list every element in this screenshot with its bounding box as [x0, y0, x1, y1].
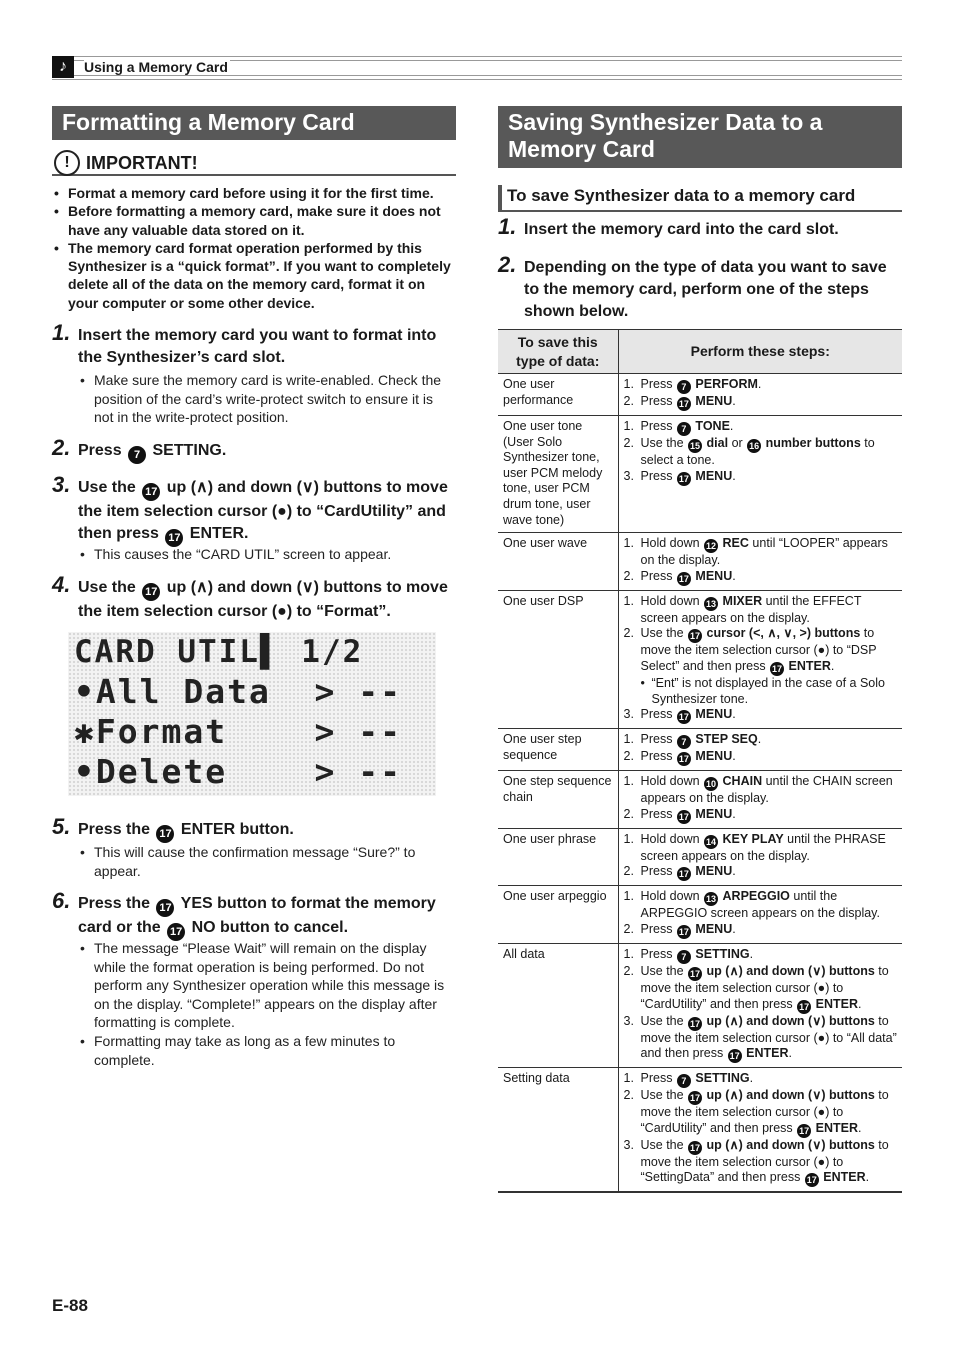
- step-text: .: [732, 749, 736, 764]
- step-item: [624, 1088, 898, 1138]
- step-text: Press: [640, 1071, 676, 1086]
- step-item: [624, 1014, 898, 1064]
- button-name: TONE: [695, 419, 730, 433]
- step-text: to move the item selection cursor (●) to “SettingData” and then press: [640, 1137, 889, 1185]
- section-title-formatting: Formatting a Memory Card: [52, 106, 456, 140]
- steps-cell: [618, 886, 902, 944]
- step-number: 2.: [623, 749, 634, 764]
- step-number: 3.: [52, 472, 71, 497]
- button-name: MENU: [695, 394, 733, 408]
- step-text: .: [830, 658, 835, 673]
- data-type-cell: One user arpeggio: [498, 886, 618, 944]
- step-text: Press: [640, 864, 676, 879]
- step-text: .: [757, 377, 762, 391]
- step-2: [52, 435, 458, 464]
- step-text: .: [729, 419, 734, 433]
- step-text: to move the item selection cursor (●) to “All data” and then press: [640, 1013, 897, 1061]
- table-row: [498, 590, 902, 728]
- data-type-cell: One step sequence chain: [498, 771, 618, 829]
- step-text: Press the: [78, 895, 155, 912]
- steps-cell: [618, 590, 902, 728]
- button-number-badge: 17: [678, 754, 689, 765]
- step-number: 1.: [52, 320, 71, 345]
- step-item: [624, 569, 898, 586]
- step-number: 2.: [623, 436, 634, 450]
- button-name: ENTER: [788, 658, 831, 673]
- important-title: IMPORTANT!: [86, 153, 198, 173]
- button-name: SETTING: [695, 1071, 750, 1086]
- button-name: KEY PLAY: [722, 831, 784, 846]
- step-item: [624, 626, 898, 707]
- lcd-line: CARD UTIL▌ 1/2: [74, 634, 364, 670]
- note-item: • This will cause the confirmation message “Sure?” to appear.: [80, 843, 456, 880]
- steps-cell: [618, 416, 902, 533]
- step-item: [624, 889, 898, 922]
- step-item: [624, 749, 898, 766]
- button-number-badge: 17: [678, 573, 689, 584]
- step-number: 2.: [623, 626, 634, 641]
- step-number: 2.: [623, 568, 634, 583]
- step-number: 2.: [623, 921, 634, 936]
- button-number-badge: 17: [142, 483, 160, 501]
- step-text: .: [865, 1170, 870, 1185]
- step-number: 1.: [623, 536, 634, 551]
- step-text: until “LOOPER” appears on the display.: [640, 536, 888, 568]
- step-text: .: [732, 468, 736, 483]
- button-name: MENU: [695, 468, 733, 483]
- button-number-badge: 7: [677, 1074, 691, 1088]
- button-number-badge: 12: [706, 541, 717, 552]
- button-number-badge: 17: [156, 899, 174, 917]
- button-name: ENTER: [746, 1046, 789, 1061]
- step-subnote: • “Ent” is not displayed in the case of a Solo Synthesizer tone.: [641, 676, 898, 707]
- step-text: Use the: [640, 626, 688, 641]
- step-text: Press: [640, 732, 676, 747]
- step-number: 2.: [623, 1088, 634, 1103]
- step-text: until the CHAIN screen appears on the display.: [640, 774, 893, 806]
- step-number: 2.: [498, 252, 517, 277]
- button-number-badge: 17: [690, 1018, 701, 1029]
- table-row: [498, 416, 902, 533]
- step-text: Use the: [640, 1013, 688, 1028]
- step-item: [624, 377, 898, 394]
- step-item: [624, 832, 898, 865]
- button-name: CHAIN: [722, 774, 763, 789]
- step-text: to move the item selection cursor (●) to “CardUtility” and then press: [640, 1088, 889, 1135]
- data-type-cell: One user tone (User Solo Synthesizer tone, user PCM melody tone, user PCM drum tone, user wave tone): [498, 416, 618, 533]
- button-number-badge: 7: [677, 735, 691, 749]
- step-number: 3.: [623, 1137, 634, 1152]
- step-3-note: [80, 545, 456, 564]
- button-name: PERFORM: [695, 377, 758, 391]
- step-item: [624, 1071, 898, 1088]
- steps-cell: [618, 943, 902, 1067]
- section-title-line: Saving Synthesizer Data to a: [508, 109, 823, 135]
- table-row: [498, 828, 902, 886]
- step-text: to move the item selection cursor (●) to “CardUtility” and then press: [640, 963, 889, 1011]
- step-text: Hold down: [640, 774, 704, 789]
- step-number: 3.: [623, 707, 634, 722]
- step-item: [624, 807, 898, 824]
- button-name: number buttons: [765, 436, 861, 450]
- button-number-badge: 17: [729, 1051, 740, 1062]
- step-text: Use the: [640, 1088, 688, 1103]
- step-item: [624, 469, 898, 486]
- step-item: [624, 864, 898, 881]
- button-number-badge: 14: [706, 836, 717, 847]
- step-text: until the ARPEGGIO screen appears on the display.: [640, 889, 880, 921]
- step-text: ENTER.: [185, 525, 249, 542]
- step-item: [624, 922, 898, 939]
- step-number: 3.: [623, 468, 634, 483]
- step-item: [624, 536, 898, 569]
- step-text: Press: [640, 377, 676, 391]
- table-row: [498, 943, 902, 1067]
- button-name: ENTER: [823, 1170, 866, 1185]
- step-text: Use the: [640, 436, 688, 450]
- step-text: Press: [640, 419, 676, 433]
- button-name: SETTING: [695, 946, 750, 961]
- step-text: or: [728, 436, 747, 450]
- lcd-line: •Delete > ‐‐: [74, 752, 403, 791]
- step-number: 1.: [623, 889, 634, 904]
- step-text: Insert the memory card into the card slot.: [524, 221, 839, 238]
- button-number-badge: 17: [142, 583, 160, 601]
- step-text: Press: [640, 921, 676, 936]
- step-text: Depending on the type of data you want to save to the memory card, perform one of the steps shown below.: [524, 259, 887, 320]
- step-text: .: [732, 568, 736, 583]
- button-name: MENU: [695, 707, 733, 722]
- button-name: MENU: [695, 806, 733, 821]
- button-name: MIXER: [722, 593, 763, 608]
- section-title-saving: [498, 106, 902, 168]
- table-header: Perform these steps:: [618, 330, 902, 374]
- step-text: to select a tone.: [640, 436, 875, 467]
- button-number-badge: 7: [677, 380, 691, 394]
- step-number: 5.: [52, 814, 71, 839]
- table-row: [498, 374, 902, 416]
- button-number-badge: 13: [706, 598, 717, 609]
- step-text: Press: [640, 394, 676, 408]
- save-steps-table: [498, 329, 902, 1193]
- step-text: Press: [78, 442, 127, 459]
- button-name: up (∧) and down (∨) buttons: [706, 1088, 875, 1103]
- note-item: • This causes the “CARD UTIL” screen to appear.: [80, 545, 456, 564]
- step-text: .: [732, 921, 736, 936]
- sub-heading: To save Synthesizer data to a memory card: [498, 185, 902, 212]
- step-text: Press the: [78, 821, 155, 838]
- step-number: 1.: [623, 774, 634, 789]
- data-type-cell: One user DSP: [498, 590, 618, 728]
- page-number: E-88: [52, 1296, 88, 1315]
- step-text: Use the: [640, 963, 688, 978]
- step-text: .: [732, 806, 736, 821]
- button-number-badge: 7: [677, 950, 691, 964]
- step-number: 2.: [52, 435, 71, 460]
- step-text: .: [749, 1071, 754, 1086]
- data-type-cell: One user wave: [498, 533, 618, 591]
- step-item: [624, 732, 898, 749]
- button-name: up (∧) and down (∨) buttons: [706, 963, 875, 978]
- step-number: 1.: [623, 593, 634, 608]
- data-type-cell: One user step sequence: [498, 729, 618, 771]
- step-number: 6.: [52, 888, 71, 913]
- step-text: Hold down: [640, 536, 704, 551]
- button-name: ARPEGGIO: [722, 889, 790, 904]
- step-text: YES button to format the memory card or the: [78, 895, 436, 936]
- step-6: [52, 888, 458, 941]
- step-text: Press: [640, 946, 676, 961]
- step-text: up (∧) and down (∨) buttons to move the item selection cursor (●) to “CardUtility” and then press: [78, 479, 448, 542]
- step-item: [624, 947, 898, 964]
- button-number-badge: 17: [167, 923, 185, 941]
- step-text: Hold down: [640, 593, 704, 608]
- button-name: cursor (<, ∧, ∨, >) buttons: [706, 626, 861, 641]
- step-item: [624, 419, 898, 436]
- step-1-note: [80, 371, 456, 427]
- note-item: • Formatting may take as long as a few minutes to complete.: [80, 1032, 456, 1069]
- save-step-2: [498, 252, 904, 323]
- steps-cell: [618, 533, 902, 591]
- table-row: [498, 729, 902, 771]
- step-text: NO button to cancel.: [187, 919, 349, 936]
- step-text: Press: [640, 707, 676, 722]
- step-number: 1.: [623, 419, 634, 433]
- button-number-badge: 17: [678, 399, 689, 409]
- important-icon: !: [54, 150, 80, 176]
- table-header: To save this type of data:: [498, 330, 618, 374]
- lcd-line: ✱Format > ‐‐: [74, 712, 403, 751]
- step-item: [624, 964, 898, 1014]
- step-4: [52, 572, 460, 623]
- button-number-badge: 10: [706, 779, 717, 790]
- important-item: • Before formatting a memory card, make sure it does not have any valuable data stored on it.: [54, 202, 458, 239]
- step-5-note: [80, 843, 456, 880]
- step-item: [624, 774, 898, 807]
- button-name: MENU: [695, 568, 733, 583]
- step-5: [52, 814, 458, 843]
- button-name: ENTER: [815, 1120, 858, 1135]
- button-number-badge: 7: [128, 446, 146, 464]
- step-text: .: [749, 946, 754, 961]
- button-name: up (∧) and down (∨) buttons: [706, 1137, 875, 1152]
- step-text: ENTER button.: [176, 821, 294, 838]
- steps-cell: [618, 729, 902, 771]
- button-number-badge: 13: [706, 894, 717, 905]
- step-number: 1.: [623, 1071, 634, 1086]
- step-text: Hold down: [640, 889, 704, 904]
- button-number-badge: 17: [690, 968, 701, 979]
- important-list: [54, 184, 458, 312]
- table-row: [498, 886, 902, 944]
- step-3: [52, 472, 458, 547]
- button-number-badge: 7: [677, 422, 691, 436]
- button-number-badge: 17: [690, 631, 701, 642]
- data-type-cell: One user phrase: [498, 828, 618, 886]
- button-number-badge: 17: [678, 926, 689, 937]
- step-text: until the EFFECT screen appears on the display.: [640, 593, 862, 625]
- step-text: Use the: [78, 579, 141, 596]
- button-name: ENTER: [815, 996, 858, 1011]
- table-row: [498, 1068, 902, 1193]
- steps-cell: [618, 828, 902, 886]
- data-type-cell: Setting data: [498, 1068, 618, 1193]
- steps-cell: [618, 771, 902, 829]
- button-number-badge: 15: [690, 441, 701, 451]
- button-number-badge: 17: [799, 1001, 810, 1012]
- step-item: [624, 394, 898, 411]
- save-step-1: [498, 214, 902, 241]
- button-number-badge: 17: [678, 473, 689, 484]
- step-text: Press: [640, 806, 676, 821]
- music-note-icon: ♪: [52, 56, 74, 78]
- button-name: MENU: [695, 749, 733, 764]
- table-body: [498, 374, 902, 1193]
- button-number-badge: 17: [165, 529, 183, 547]
- step-number: 3.: [623, 1013, 634, 1028]
- step-number: 2.: [623, 806, 634, 821]
- step-text: Press: [640, 468, 676, 483]
- step-number: 2.: [623, 394, 634, 408]
- section-title-line: Memory Card: [508, 136, 655, 162]
- step-number: 1.: [623, 377, 634, 391]
- steps-cell: [618, 374, 902, 416]
- button-name: dial: [706, 436, 729, 450]
- step-number: 1.: [623, 946, 634, 961]
- button-name: up (∧) and down (∨) buttons: [706, 1013, 875, 1028]
- running-header: [52, 56, 902, 80]
- lcd-display: [68, 632, 436, 796]
- step-text: .: [857, 1120, 862, 1135]
- step-text: .: [732, 707, 736, 722]
- steps-cell: [618, 1068, 902, 1193]
- table-row: [498, 771, 902, 829]
- step-text: up (∧) and down (∨) buttons to move the item selection cursor (●) to “Format”.: [78, 579, 448, 620]
- button-name: MENU: [695, 864, 733, 879]
- button-number-badge: 17: [678, 811, 689, 822]
- step-text: .: [857, 996, 862, 1011]
- step-text: Hold down: [640, 831, 704, 846]
- step-text: to move the item selection cursor (●) to “DSP Select” and then press: [640, 626, 877, 673]
- step-text: .: [732, 864, 736, 879]
- note-item: • Make sure the memory card is write-enabled. Check the position of the card’s write-protect switch to ensure it is not in the write-protect position.: [80, 371, 456, 427]
- lcd-line: •All Data > ‐‐: [74, 672, 403, 711]
- step-number: 2.: [623, 864, 634, 879]
- step-text: Use the: [78, 479, 141, 496]
- table-header-row: [498, 330, 902, 374]
- step-text: Use the: [640, 1137, 688, 1152]
- button-number-badge: 17: [678, 869, 689, 880]
- important-box: [52, 150, 456, 176]
- button-name: REC: [722, 536, 749, 551]
- table-row: [498, 533, 902, 591]
- button-number-badge: 17: [690, 1142, 701, 1153]
- step-text: Press: [640, 568, 676, 583]
- step-number: 2.: [623, 963, 634, 978]
- button-number-badge: 17: [799, 1125, 810, 1136]
- step-number: 4.: [52, 572, 71, 597]
- step-text: until the PHRASE screen appears on the display.: [640, 831, 886, 863]
- data-type-cell: All data: [498, 943, 618, 1067]
- step-1: [52, 320, 458, 369]
- button-number-badge: 17: [678, 712, 689, 723]
- step-6-notes: [80, 939, 456, 1069]
- button-name: STEP SEQ: [695, 732, 758, 747]
- step-item: [624, 436, 898, 469]
- step-number: 1.: [623, 732, 634, 747]
- step-text: .: [732, 394, 736, 408]
- step-number: 1.: [498, 214, 517, 239]
- step-item: [624, 707, 898, 724]
- note-item: • The message “Please Wait” will remain on the display while the format operation is being performed. Do not perform any Synthesizer operation while this message is on the display. “Complete!” appears on the display after formatting is complete.: [80, 939, 456, 1032]
- step-text: Insert the memory card you want to format into the Synthesizer’s card slot.: [78, 327, 437, 366]
- step-item: [624, 594, 898, 627]
- button-name: MENU: [695, 921, 733, 936]
- step-text: .: [757, 732, 762, 747]
- button-number-badge: 16: [749, 441, 760, 451]
- step-text: Press: [640, 749, 676, 764]
- button-number-badge: 17: [690, 1093, 701, 1104]
- important-item: • The memory card format operation performed by this Synthesizer is a “quick format”. If you want to completely delete all of the data on the memory card, format it on your computer or some other device.: [54, 239, 458, 312]
- step-item: [624, 1138, 898, 1188]
- button-number-badge: 17: [772, 663, 783, 674]
- step-text: SETTING.: [148, 442, 227, 459]
- important-item: • Format a memory card before using it for the first time.: [54, 184, 458, 202]
- step-text: .: [788, 1046, 793, 1061]
- button-number-badge: 17: [806, 1175, 817, 1186]
- data-type-cell: One user performance: [498, 374, 618, 416]
- step-number: 1.: [623, 831, 634, 846]
- button-number-badge: 17: [156, 825, 174, 843]
- header-title: Using a Memory Card: [84, 59, 228, 75]
